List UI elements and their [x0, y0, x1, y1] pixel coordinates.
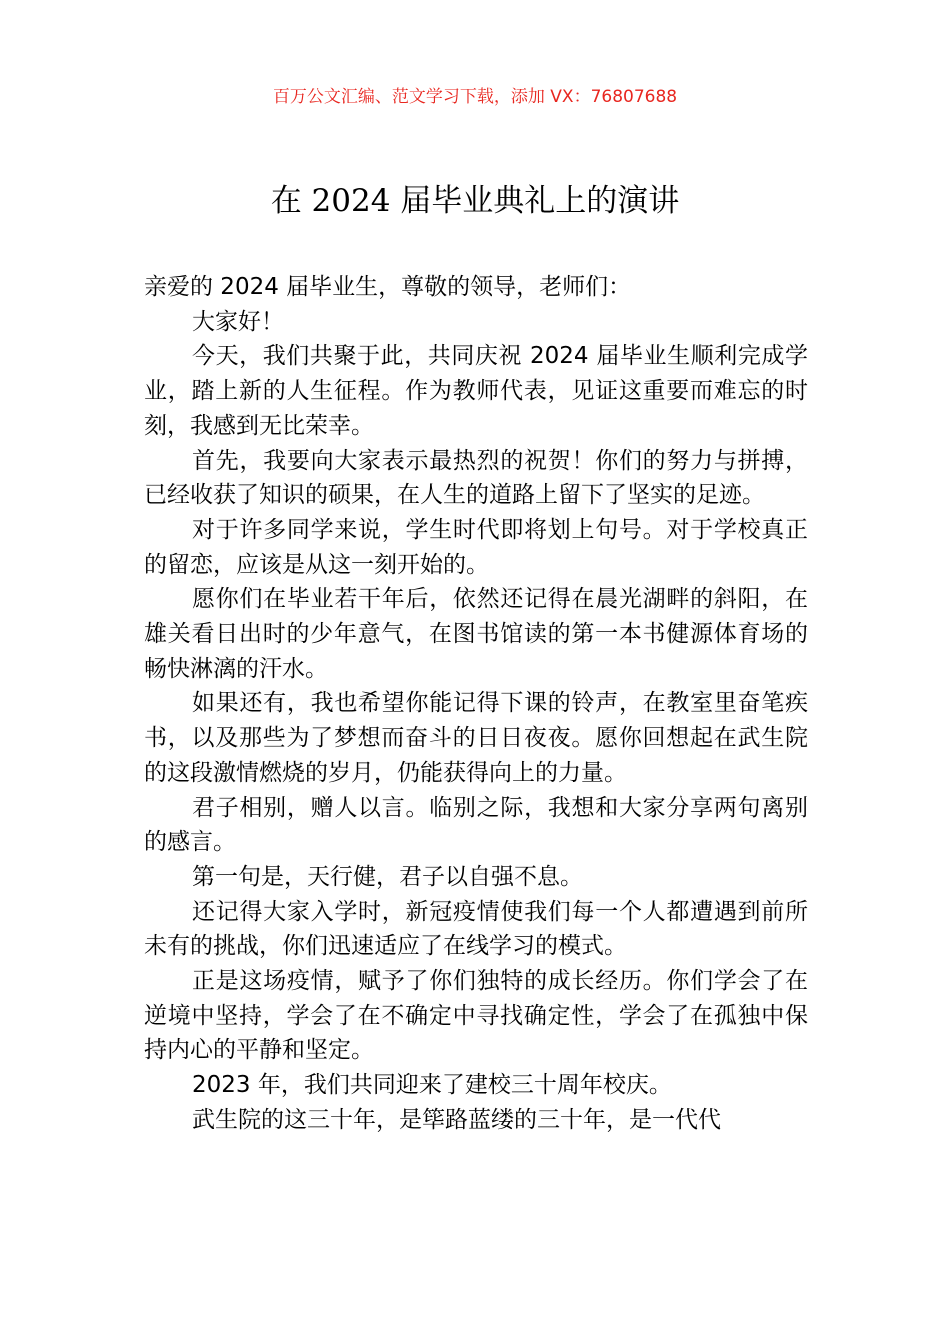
paragraph: 首先，我要向大家表示最热烈的祝贺！你们的努力与拼搏，已经收获了知识的硕果，在人生的道路上留下了坚实的足迹。: [144, 447, 808, 509]
salutation: 亲爱的 2024 届毕业生，尊敬的领导，老师们：: [144, 274, 632, 300]
paragraph: 第一句是，天行健，君子以自强不息。: [192, 863, 583, 890]
paragraph-greeting: 大家好！: [192, 308, 284, 335]
paragraph: 愿你们在毕业若干年后，依然还记得在晨光湖畔的斜阳，在雄关看日出时的少年意气，在图书馆读的第一本书健源体育场的畅快淋漓的汗水。: [144, 586, 808, 682]
paragraph: 君子相别，赠人以言。临别之际，我想和大家分享两句离别的感言。: [144, 794, 808, 856]
paragraph: 正是这场疫情，赋予了你们独特的成长经历。你们学会了在逆境中坚持，学会了在不确定中寻找确定性，学会了在孤独中保持内心的平静和坚定。: [144, 968, 808, 1064]
document-body: [144, 270, 808, 1138]
paragraph: 2023 年，我们共同迎来了建校三十周年校庆。: [192, 1072, 672, 1099]
paragraph: 今天，我们共聚于此，共同庆祝 2024 届毕业生顺利完成学业，踏上新的人生征程。作为教师代表，见证这重要而难忘的时刻，我感到无比荣幸。: [144, 343, 808, 439]
paragraph: 武生院的这三十年，是筚路蓝缕的三十年，是一代代: [192, 1106, 721, 1133]
paragraph: 对于许多同学来说，学生时代即将划上句号。对于学校真正的留恋，应该是从这一刻开始的。: [144, 516, 808, 578]
header-watermark-note: 百万公文汇编、范文学习下载，添加 VX：76807688: [272, 87, 678, 107]
paragraph: 还记得大家入学时，新冠疫情使我们每一个人都遭遇到前所未有的挑战，你们迅速适应了在线学习的模式。: [144, 898, 808, 960]
paragraph: 如果还有，我也希望你能记得下课的铃声，在教室里奋笔疾书，以及那些为了梦想而奋斗的日日夜夜。愿你回想起在武生院的这段激情燃烧的岁月，仍能获得向上的力量。: [144, 690, 808, 786]
document-title: 在 2024 届毕业典礼上的演讲: [270, 183, 680, 219]
